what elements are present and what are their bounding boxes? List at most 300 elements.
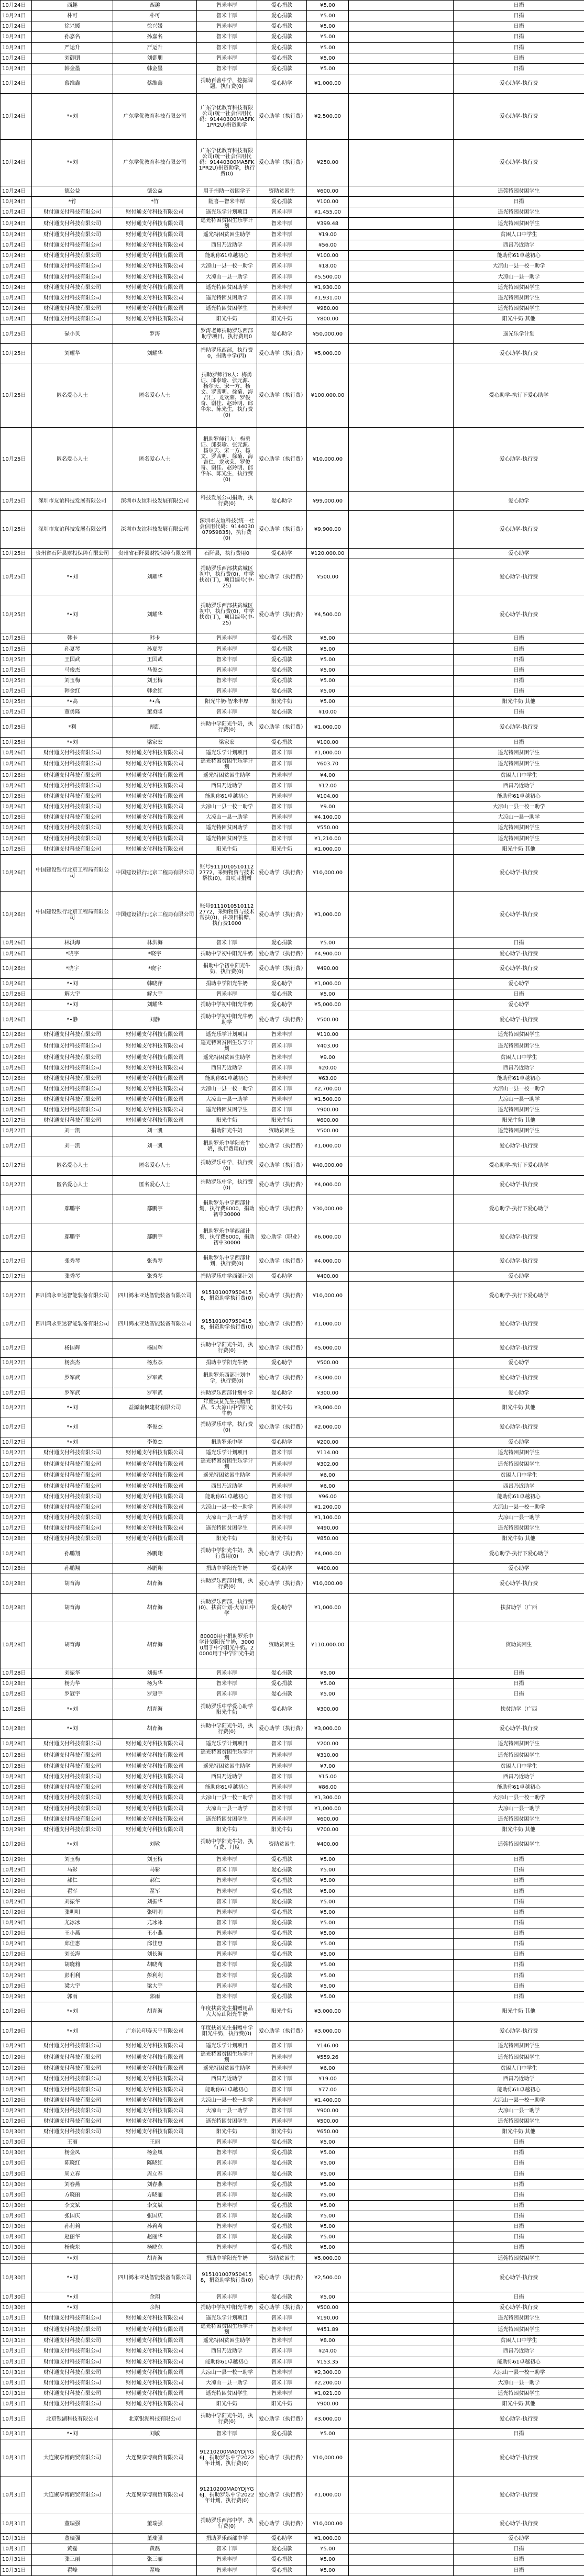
donor-cell: 张明明 — [32, 1907, 113, 1917]
blank-cell — [349, 854, 454, 891]
blank-cell — [349, 823, 454, 833]
note-cell: 9151010079504158，捐资助学执行费(0) — [197, 1281, 257, 1310]
category-cell: 资助贫困生 — [257, 1835, 307, 1854]
category-cell: 智米丰厚 — [257, 1738, 307, 1749]
donor-name-cell: 胡晓莉 — [113, 1960, 197, 1970]
blank-cell — [349, 686, 454, 696]
date-cell: 10月28日 — [1, 1574, 32, 1593]
amount-cell: ¥1,000.00 — [307, 1593, 349, 1622]
donor-cell: 张秀琴 — [32, 1271, 113, 1281]
donor-cell: *•刘 — [32, 1700, 113, 1719]
project-cell: 日捐 — [454, 654, 584, 665]
blank-cell — [349, 675, 454, 686]
donor-cell: *•刘 — [32, 1418, 113, 1437]
table-row — [1, 2565, 584, 2575]
note-cell: 遥光特困贫困学生 — [197, 1105, 257, 1116]
table-row — [1, 511, 584, 548]
date-cell: 10月27日 — [1, 1491, 32, 1502]
note-cell: 智米丰厚 — [197, 1960, 257, 1970]
donor-cell: 财付通支付科技有限公司 — [32, 1761, 113, 1772]
category-cell: 爱心助学（执行费） — [257, 1418, 307, 1437]
table-row — [1, 1063, 584, 1073]
note-cell: 遥光特困贫困生助学 — [197, 770, 257, 780]
table-row — [1, 737, 584, 748]
date-cell: 10月24日 — [1, 63, 32, 74]
donor-name-cell: 广东沁印寿天平有限公司 — [113, 2021, 197, 2040]
amount-cell: ¥650.00 — [307, 2127, 349, 2137]
amount-cell: ¥500.00 — [307, 1010, 349, 1030]
blank-cell — [349, 1897, 454, 1907]
project-cell: 日捐 — [454, 196, 584, 207]
donor-cell: 韩卡 — [32, 633, 113, 644]
donor-name-cell: 财付通支付科技有限公司 — [113, 1030, 197, 1040]
donor-cell: 陈晓红 — [32, 2158, 113, 2169]
donor-name-cell: 翟峰 — [113, 2565, 197, 2575]
donor-cell: 财付通支付科技有限公司 — [32, 1052, 113, 1063]
table-row — [1, 2064, 584, 2074]
donor-cell: 胡育海 — [32, 1622, 113, 1668]
donor-name-cell: 刘耀华 — [113, 596, 197, 633]
note-cell: 大凉山一县一助学 — [197, 1094, 257, 1105]
donor-cell: 财付通支付科技有限公司 — [32, 1073, 113, 1084]
project-cell: 爱心助学-执行费 — [454, 959, 584, 978]
date-cell: 10月27日 — [1, 1418, 32, 1437]
blank-cell — [349, 1886, 454, 1897]
table-row — [1, 1700, 584, 1719]
blank-cell — [349, 2222, 454, 2232]
blank-cell — [349, 53, 454, 63]
project-cell: 爱心助学-执行下爱心助学 — [454, 363, 584, 427]
table-row — [1, 2477, 584, 2514]
project-cell: 日捐 — [454, 42, 584, 53]
donor-name-cell: 财付通支付科技有限公司 — [113, 2041, 197, 2051]
table-row — [1, 1917, 584, 1928]
note-cell: 捐助中学阳光牛奶，执行费(0) — [197, 1339, 257, 1358]
note-cell: 智米丰厚 — [197, 1876, 257, 1886]
note-cell: 遥光特困贫困助学 — [197, 823, 257, 833]
amount-cell: ¥5.00 — [307, 1960, 349, 1970]
note-cell: 大凉山一县一校一助学 — [197, 1502, 257, 1512]
donor-name-cell: 李文斌 — [113, 2200, 197, 2211]
note-cell: 智米丰厚 — [197, 1679, 257, 1689]
date-cell: 10月29日 — [1, 2021, 32, 2040]
table-row — [1, 21, 584, 32]
project-cell: 日捐 — [454, 2544, 584, 2555]
blank-cell — [349, 737, 454, 748]
date-cell: 10月30日 — [1, 2263, 32, 2292]
donor-cell: 匿名爱心人士 — [32, 427, 113, 491]
donor-name-cell: *竹 — [113, 196, 197, 207]
date-cell: 10月26日 — [1, 1040, 32, 1052]
date-cell: 10月31日 — [1, 2399, 32, 2410]
category-cell: 资助贫困生 — [257, 186, 307, 196]
note-cell: 捐助中学阳光牛奶 — [197, 1564, 257, 1574]
blank-cell — [349, 1470, 454, 1481]
amount-cell: ¥5,000.00 — [307, 1000, 349, 1010]
donor-name-cell: 孙嘉名 — [113, 32, 197, 42]
project-cell: 日捐 — [454, 2211, 584, 2222]
note-cell: 遥光特困贫困助学 — [197, 282, 257, 293]
donor-cell: 杨金凤 — [32, 2148, 113, 2158]
project-cell: 爱心助学-执行费 — [454, 2439, 584, 2477]
note-cell: 智米丰厚 — [197, 2158, 257, 2169]
amount-cell: ¥1,500.00 — [307, 1094, 349, 1105]
note-cell: 智米丰厚 — [197, 1939, 257, 1949]
donor-name-cell: 财付通支付科技有限公司 — [113, 1782, 197, 1793]
date-cell: 10月26日 — [1, 892, 32, 938]
project-cell: 阳光牛奶·其他 — [454, 314, 584, 325]
table-row — [1, 1981, 584, 1991]
donor-name-cell: 罗冠宇 — [113, 1689, 197, 1700]
table-row — [1, 1458, 584, 1470]
project-cell: 日捐 — [454, 2243, 584, 2253]
donor-name-cell: 张三丽 — [113, 2555, 197, 2565]
project-cell: 遥莞特困贫困学生 — [454, 186, 584, 196]
note-cell: 阳光牛奶 — [197, 2399, 257, 2410]
amount-cell: ¥900.00 — [307, 2399, 349, 2410]
donor-name-cell: 财付通支付科技有限公司 — [113, 2127, 197, 2137]
date-cell: 10月25日 — [1, 644, 32, 654]
note-cell: 智米丰厚 — [197, 2148, 257, 2158]
blank-cell — [349, 2064, 454, 2074]
amount-cell: ¥980.00 — [307, 303, 349, 314]
project-cell: 日捐 — [454, 1668, 584, 1679]
note-cell: 智米丰厚 — [197, 2429, 257, 2439]
amount-cell: ¥400.00 — [307, 1271, 349, 1281]
note-cell: 智米丰厚 — [197, 2232, 257, 2243]
donor-name-cell: 徐兴媛 — [113, 21, 197, 32]
blank-cell — [349, 251, 454, 261]
note-cell: 遥光特困贫困生助学 — [197, 2336, 257, 2346]
amount-cell: ¥3,000.00 — [307, 1398, 349, 1418]
blank-cell — [349, 1991, 454, 2002]
donor-name-cell: 财付通支付科技有限公司 — [113, 272, 197, 282]
blank-cell — [349, 758, 454, 770]
donor-name-cell: 胡育海 — [113, 2253, 197, 2263]
amount-cell: ¥900.00 — [307, 2105, 349, 2116]
donor-name-cell: 梁大宇 — [113, 1981, 197, 1991]
donor-name-cell: 财付通支付科技有限公司 — [113, 1052, 197, 1063]
donor-cell: 赵丽华 — [32, 2232, 113, 2243]
donor-name-cell: 财付通支付科技有限公司 — [113, 261, 197, 272]
donor-cell: 孙嘉名 — [32, 32, 113, 42]
table-row — [1, 2263, 584, 2292]
note-cell: 能助你61卓越初心 — [197, 2357, 257, 2367]
project-cell: 遥光特困贫困学生 — [454, 2041, 584, 2051]
donor-cell: 财付通支付科技有限公司 — [32, 2324, 113, 2336]
date-cell: 10月24日 — [1, 196, 32, 207]
donor-name-cell: 鄢鹏宇 — [113, 1223, 197, 1252]
amount-cell: ¥2,300.00 — [307, 2367, 349, 2378]
date-cell: 10月24日 — [1, 11, 32, 21]
date-cell: 10月24日 — [1, 230, 32, 240]
amount-cell: ¥5.00 — [307, 675, 349, 686]
donor-name-cell: 广东学优教育科技有限公司 — [113, 140, 197, 186]
project-cell: 日捐 — [454, 11, 584, 21]
table-row — [1, 644, 584, 654]
amount-cell: ¥5.00 — [307, 2222, 349, 2232]
table-row — [1, 938, 584, 949]
amount-cell: ¥5.00 — [307, 697, 349, 707]
date-cell: 10月31日 — [1, 2324, 32, 2336]
date-cell: 10月31日 — [1, 2367, 32, 2378]
project-cell: 爱心助学-执行下爱心助学 — [454, 1156, 584, 1175]
donor-cell: 匿名爱心人士 — [32, 1175, 113, 1195]
donor-cell: 财付通支付科技有限公司 — [32, 207, 113, 217]
category-cell: 爱心捐款 — [257, 1679, 307, 1689]
blank-cell — [349, 1368, 454, 1388]
date-cell: 10月26日 — [1, 791, 32, 802]
donor-cell: *•高 — [32, 697, 113, 707]
donor-cell: 罗军武 — [32, 1388, 113, 1398]
donor-name-cell: 财付通支付科技有限公司 — [113, 303, 197, 314]
note-cell: 遥光特困贫困学生 — [197, 833, 257, 844]
table-row — [1, 1679, 584, 1689]
blank-cell — [349, 2263, 454, 2292]
date-cell: 10月28日 — [1, 1749, 32, 1761]
table-row — [1, 2158, 584, 2169]
date-cell: 10月31日 — [1, 2555, 32, 2565]
donor-cell: 刘振华 — [32, 1897, 113, 1907]
category-cell: 爱心捐款 — [257, 1865, 307, 1876]
donor-name-cell: *•高 — [113, 697, 197, 707]
table-row — [1, 2002, 584, 2021]
donor-cell: 财付通支付科技有限公司 — [32, 1040, 113, 1052]
note-cell: 智米丰厚 — [197, 2243, 257, 2253]
date-cell: 10月29日 — [1, 2051, 32, 2064]
blank-cell — [349, 1358, 454, 1368]
blank-cell — [349, 261, 454, 272]
donor-name-cell: 严运升 — [113, 42, 197, 53]
donor-cell: 大连聚享博商贸有限公司 — [32, 2439, 113, 2477]
blank-cell — [349, 596, 454, 633]
table-row — [1, 2388, 584, 2399]
donor-cell: 严运升 — [32, 42, 113, 53]
blank-cell — [349, 2388, 454, 2399]
category-cell: 爱心助学（执行费） — [257, 1574, 307, 1593]
category-cell: 爱心助学（执行费） — [257, 2477, 307, 2514]
donor-name-cell: 财付通支付科技有限公司 — [113, 748, 197, 758]
category-cell: 爱心捐款 — [257, 737, 307, 748]
blank-cell — [349, 2336, 454, 2346]
amount-cell: ¥15.00 — [307, 1772, 349, 1782]
date-cell: 10月29日 — [1, 1960, 32, 1970]
date-cell: 10月26日 — [1, 1030, 32, 1040]
table-row — [1, 2232, 584, 2243]
note-cell: 智米丰厚 — [197, 989, 257, 999]
note-cell: 91210200MA0YDJYG6J，捐助罗乐中学2022年计划，执行费(0) — [197, 2477, 257, 2514]
category-cell: 阳光牛奶 — [257, 2399, 307, 2410]
blank-cell — [349, 1738, 454, 1749]
category-cell: 智米丰厚 — [257, 1030, 307, 1040]
amount-cell: ¥1,000.00 — [307, 978, 349, 989]
date-cell: 10月27日 — [1, 1523, 32, 1533]
blank-cell — [349, 1928, 454, 1938]
donor-cell: 财付通支付科技有限公司 — [32, 2064, 113, 2074]
project-cell: 遥光特困贫困学生 — [454, 282, 584, 293]
project-cell: 日捐 — [454, 1907, 584, 1917]
amount-cell: ¥5.00 — [307, 2148, 349, 2158]
donor-name-cell: 财付通支付科技有限公司 — [113, 2064, 197, 2074]
category-cell: 智米丰厚 — [257, 2064, 307, 2074]
category-cell: 爱心助学（执行费） — [257, 1195, 307, 1223]
amount-cell: ¥6.00 — [307, 1470, 349, 1481]
category-cell: 爱心捐款 — [257, 1917, 307, 1928]
category-cell: 爱心捐款 — [257, 1949, 307, 1960]
amount-cell: ¥1,200.00 — [307, 1502, 349, 1512]
blank-cell — [349, 2357, 454, 2367]
table-row — [1, 596, 584, 633]
table-row — [1, 2190, 584, 2200]
table-row — [1, 1481, 584, 1491]
category-cell: 爱心捐款 — [257, 1907, 307, 1917]
blank-cell — [349, 303, 454, 314]
category-cell: 爱心捐款 — [257, 2232, 307, 2243]
project-cell: 爱心助学-执行费 — [454, 74, 584, 93]
category-cell: 智米丰厚 — [257, 2346, 307, 2357]
amount-cell: ¥1,400.00 — [307, 2095, 349, 2105]
category-cell: 爱心助学（执行费） — [257, 94, 307, 140]
category-cell: 智米丰厚 — [257, 812, 307, 823]
note-cell: 捐助中学初中阳光牛奶助学 — [197, 1010, 257, 1030]
donor-cell: 匿名爱心人士 — [32, 363, 113, 427]
category-cell: 爱心助学（执行费） — [257, 1544, 307, 1564]
date-cell: 10月25日 — [1, 707, 32, 718]
note-cell: 智米丰厚 — [197, 654, 257, 665]
date-cell: 10月30日 — [1, 2137, 32, 2148]
table-row — [1, 1991, 584, 2002]
amount-cell: ¥24.00 — [307, 2346, 349, 2357]
date-cell: 10月30日 — [1, 2200, 32, 2211]
table-row — [1, 1970, 584, 1981]
amount-cell: ¥10,000.00 — [307, 1574, 349, 1593]
category-cell: 智米丰厚 — [257, 2357, 307, 2367]
amount-cell: ¥5.00 — [307, 1, 349, 11]
donor-cell: 财付通支付科技有限公司 — [32, 1523, 113, 1533]
donor-name-cell: 贵州省石阡县财投保障有限公司 — [113, 548, 197, 559]
category-cell: 智米丰厚 — [257, 240, 307, 251]
note-cell: 智米丰厚 — [197, 2292, 257, 2302]
donor-name-cell: 韩卡 — [113, 633, 197, 644]
donor-name-cell: 财付通支付科技有限公司 — [113, 1761, 197, 1772]
donor-cell: 财付通支付科技有限公司 — [32, 2388, 113, 2399]
table-row — [1, 833, 584, 844]
category-cell: 智米丰厚 — [257, 303, 307, 314]
blank-cell — [349, 1310, 454, 1338]
amount-cell: ¥5.00 — [307, 2555, 349, 2565]
category-cell: 智米丰厚 — [257, 261, 307, 272]
amount-cell: ¥5.00 — [307, 2179, 349, 2190]
category-cell: 智米丰厚 — [257, 1523, 307, 1533]
amount-cell: ¥5.00 — [307, 1970, 349, 1981]
category-cell: 智米丰厚 — [257, 791, 307, 802]
date-cell: 10月24日 — [1, 261, 32, 272]
project-cell: 日捐 — [454, 1949, 584, 1960]
date-cell: 10月31日 — [1, 2410, 32, 2429]
project-cell: 资助贫困生 — [454, 1622, 584, 1668]
project-cell: 日捐 — [454, 1865, 584, 1876]
category-cell: 智米丰厚 — [257, 1458, 307, 1470]
date-cell: 10月27日 — [1, 1126, 32, 1136]
date-cell: 10月28日 — [1, 1622, 32, 1668]
category-cell: 智米丰厚 — [257, 1793, 307, 1803]
project-cell: 日捐 — [454, 2565, 584, 2575]
donor-name-cell: 财付通支付科技有限公司 — [113, 2074, 197, 2084]
donor-cell: 中国建设银行北京工程局有限公司 — [32, 854, 113, 891]
donor-cell: 财付通支付科技有限公司 — [32, 1084, 113, 1094]
donor-cell: 林洪海 — [32, 938, 113, 949]
project-cell: 爱心助学-执行下爱心助学 — [454, 1281, 584, 1310]
donor-cell: 财付通支付科技有限公司 — [32, 2084, 113, 2095]
amount-cell: ¥56.00 — [307, 240, 349, 251]
donor-cell: 王丽 — [32, 2137, 113, 2148]
table-row — [1, 2074, 584, 2084]
donor-name-cell: 胡育海 — [113, 1700, 197, 1719]
note-cell: 智米丰厚 — [197, 1917, 257, 1928]
blank-cell — [349, 1782, 454, 1793]
amount-cell: ¥500.00 — [307, 559, 349, 596]
date-cell: 10月26日 — [1, 1010, 32, 1030]
amount-cell: ¥9.00 — [307, 1052, 349, 1063]
project-cell: 扶贫助学（广西 — [454, 1700, 584, 1719]
donor-cell: 财付通支付科技有限公司 — [32, 2105, 113, 2116]
donor-name-cell: 财付通支付科技有限公司 — [113, 2378, 197, 2388]
note-cell: 捐助罗乐西部中学，执行费(0) — [197, 2514, 257, 2533]
date-cell: 10月26日 — [1, 1084, 32, 1094]
date-cell: 10月28日 — [1, 1782, 32, 1793]
note-cell: 随喜—智米丰厚 — [197, 196, 257, 207]
amount-cell: ¥2,500.00 — [307, 94, 349, 140]
category-cell: 智米丰厚 — [257, 1491, 307, 1502]
donor-name-cell: 刘玉梅 — [113, 675, 197, 686]
donor-cell: 中国建设银行北京工程局有限公司 — [32, 892, 113, 938]
note-cell: 阳光牛奶·智米丰厚 — [197, 697, 257, 707]
blank-cell — [349, 1, 454, 11]
note-cell: 西昌乃近助学 — [197, 240, 257, 251]
date-cell: 10月26日 — [1, 1105, 32, 1116]
donor-cell: *•刘 — [32, 1398, 113, 1418]
category-cell: 爱心捐款 — [257, 1897, 307, 1907]
donor-name-cell: 财付通支付科技有限公司 — [113, 2367, 197, 2378]
amount-cell: ¥2,200.00 — [307, 2378, 349, 2388]
donor-cell: 杨晓东 — [32, 2243, 113, 2253]
date-cell: 10月28日 — [1, 1814, 32, 1824]
date-cell: 10月28日 — [1, 1689, 32, 1700]
project-cell: 遥光特困贫困学生 — [454, 293, 584, 303]
donor-cell: *•刘 — [32, 1835, 113, 1854]
note-cell: 年度扶贫先生捐赠中学阳光牛奶，执行费(0) — [197, 2021, 257, 2040]
note-cell: 石阡县，执行费用0 — [197, 548, 257, 559]
date-cell: 10月26日 — [1, 959, 32, 978]
amount-cell: ¥300.00 — [307, 1700, 349, 1719]
blank-cell — [349, 1073, 454, 1084]
project-cell: 爱心助学-执行费 — [454, 1010, 584, 1030]
table-row — [1, 282, 584, 293]
donor-cell: 梁大宇 — [32, 1981, 113, 1991]
date-cell: 10月28日 — [1, 1564, 32, 1574]
table-row — [1, 2324, 584, 2336]
project-cell: 遥光特困贫困学生 — [454, 1523, 584, 1533]
blank-cell — [349, 1917, 454, 1928]
table-row — [1, 718, 584, 737]
category-cell: 爱心助学（职业） — [257, 1223, 307, 1252]
project-cell: 爱心助学-执行费 — [454, 1418, 584, 1437]
table-row — [1, 1252, 584, 1271]
note-cell: 智米丰厚 — [197, 1668, 257, 1679]
donor-name-cell: 王国武 — [113, 654, 197, 665]
amount-cell: ¥550.00 — [307, 823, 349, 833]
table-row — [1, 1084, 584, 1094]
